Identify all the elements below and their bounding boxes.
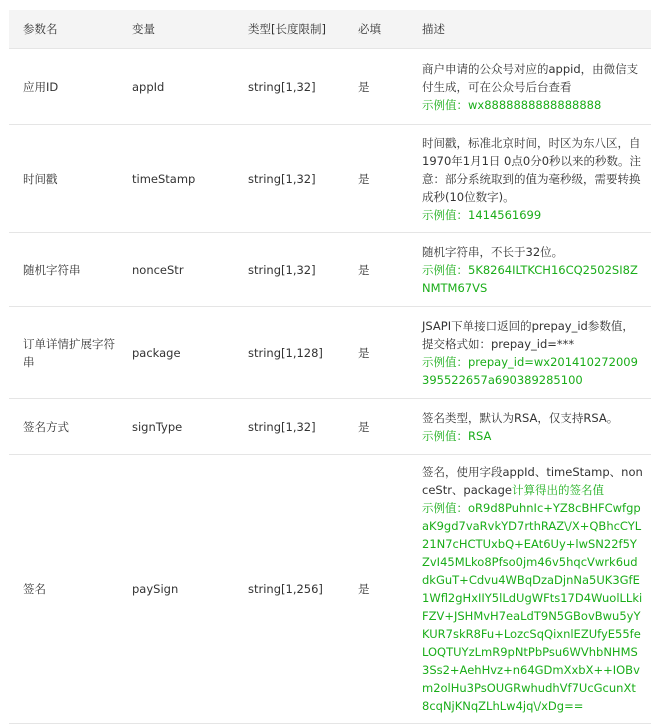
param-name: 签名方式 bbox=[9, 399, 118, 455]
param-type: string[1,32] bbox=[234, 49, 344, 125]
header-param-name: 参数名 bbox=[9, 10, 118, 49]
param-name: 应用ID bbox=[9, 49, 118, 125]
table-row bbox=[9, 455, 651, 724]
description-text: 签名类型，默认为RSA，仅支持RSA。 bbox=[422, 410, 619, 425]
example-value: 示例值：oR9d8PuhnIc+YZ8cBHFCwfgpaK9gd7vaRvkYD7rthRAZ\/X+QBhcCYL21N7cHCTUxbQ+EAt6Uy+lwSN22f5YZvI45MLko8Pfso0jm46v5hqcVwrk6uddkGuT+Cdvu4WBqDzaDjnNa5UK3GfE1Wfl2gHxIIY5lLdUgWFts17D4WuolLLkiFZV+JSHMvH7eaLdT9N5GBovBwu5yYKUR7skR8Fu+LozcSqQixnlEZUfyE55feLOQTUYzLmR9pNtPbPsu6WVhbNHMS3Ss2+AehHvz+n64GDmXxbX++IOBvm2olHu3PsOUGRwhudhVf7UcGcunXt8cqNjKNqZLhLw4jq\/xDg== bbox=[422, 501, 643, 713]
table-row bbox=[9, 125, 651, 233]
example-value: 示例值：5K8264ILTKCH16CQ2502SI8ZNMTM67VS bbox=[422, 262, 638, 295]
description-text: 商户申请的公众号对应的appid，由微信支付生成，可在公众号后台查看 bbox=[422, 61, 639, 94]
param-variable: signType bbox=[118, 399, 234, 455]
description-text: 签名，使用字段appId、timeStamp、nonceStr、package bbox=[422, 465, 643, 497]
param-type: string[1,32] bbox=[234, 399, 344, 455]
table-row bbox=[9, 233, 651, 307]
description-text: 随机字符串，不长于32位。 bbox=[422, 244, 564, 259]
description-text: 时间戳，标准北京时间，时区为东八区，自1970年1月1日 0点0分0秒以来的秒数。注意：部分系统取到的值为毫秒级，需要转换成秒(10位数字)。 bbox=[422, 135, 642, 204]
param-variable: timeStamp bbox=[118, 125, 234, 233]
params-table-container bbox=[9, 10, 651, 724]
params-table bbox=[9, 10, 651, 724]
description-text-highlight: 计算得出的签名值 bbox=[511, 483, 604, 497]
example-value: 示例值：1414561699 bbox=[422, 207, 542, 222]
param-required: 是 bbox=[344, 49, 408, 125]
param-description bbox=[408, 399, 651, 455]
param-required: 是 bbox=[344, 399, 408, 455]
table-row bbox=[9, 399, 651, 455]
example-value: 示例值：wx8888888888888888 bbox=[422, 97, 602, 112]
table-row bbox=[9, 49, 651, 125]
param-name: 时间戳 bbox=[9, 125, 118, 233]
param-type: string[1,128] bbox=[234, 307, 344, 399]
table-header-row bbox=[9, 10, 651, 49]
param-type: string[1,32] bbox=[234, 125, 344, 233]
param-description bbox=[408, 49, 651, 125]
param-description bbox=[408, 233, 651, 307]
header-type: 类型[长度限制] bbox=[234, 10, 344, 49]
param-description bbox=[408, 307, 651, 399]
param-name: 随机字符串 bbox=[9, 233, 118, 307]
description-text: JSAPI下单接口返回的prepay_id参数值，提交格式如：prepay_id=*** bbox=[422, 318, 634, 351]
example-value: 示例值：prepay_id=wx201410272009395522657a690389285100 bbox=[422, 354, 638, 387]
param-description bbox=[408, 125, 651, 233]
param-type: string[1,32] bbox=[234, 233, 344, 307]
param-variable: nonceStr bbox=[118, 233, 234, 307]
header-variable: 变量 bbox=[118, 10, 234, 49]
param-name: 签名 bbox=[9, 455, 118, 724]
param-description bbox=[408, 455, 651, 724]
param-variable: appId bbox=[118, 49, 234, 125]
header-required: 必填 bbox=[344, 10, 408, 49]
param-required: 是 bbox=[344, 455, 408, 724]
param-required: 是 bbox=[344, 125, 408, 233]
header-description: 描述 bbox=[408, 10, 651, 49]
table-row bbox=[9, 307, 651, 399]
param-name: 订单详情扩展字符串 bbox=[9, 307, 118, 399]
param-variable: paySign bbox=[118, 455, 234, 724]
param-variable: package bbox=[118, 307, 234, 399]
example-value: 示例值：RSA bbox=[422, 428, 492, 443]
param-required: 是 bbox=[344, 233, 408, 307]
param-type: string[1,256] bbox=[234, 455, 344, 724]
param-required: 是 bbox=[344, 307, 408, 399]
